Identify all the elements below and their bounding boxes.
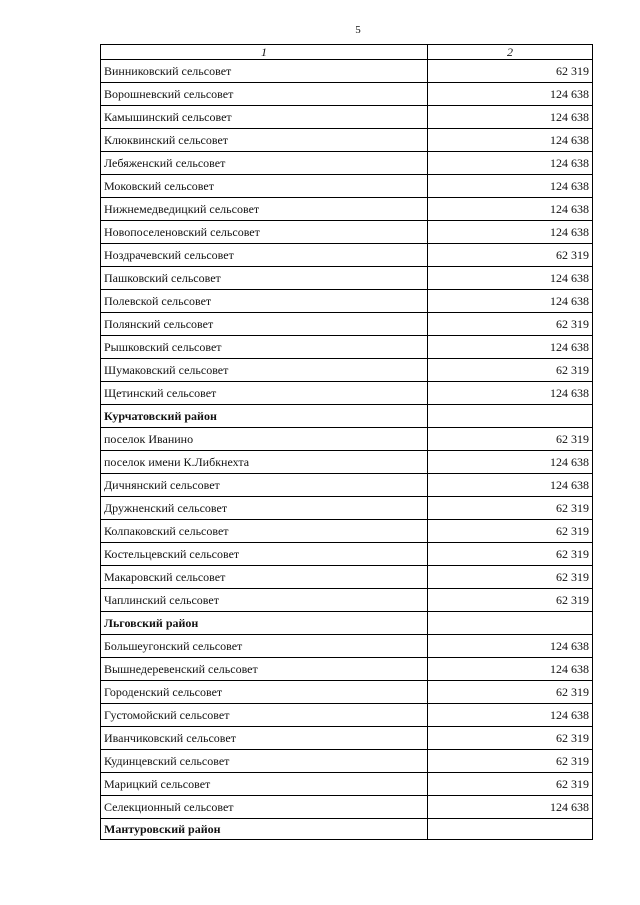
amount-cell: 124 638 — [428, 83, 593, 106]
table-row — [101, 635, 593, 658]
table-row — [101, 474, 593, 497]
table-row — [101, 198, 593, 221]
amount-cell: 62 319 — [428, 313, 593, 336]
table-row — [101, 267, 593, 290]
municipality-name: Макаровский сельсовет — [101, 566, 428, 589]
amount-cell: 124 638 — [428, 290, 593, 313]
municipality-name: Моковский сельсовет — [101, 175, 428, 198]
table-row — [101, 589, 593, 612]
amount-cell: 124 638 — [428, 336, 593, 359]
municipality-name: Винниковский сельсовет — [101, 60, 428, 83]
table-row — [101, 658, 593, 681]
municipality-name: Полевской сельсовет — [101, 290, 428, 313]
page-number: 5 — [355, 24, 361, 36]
municipality-name: Колпаковский сельсовет — [101, 520, 428, 543]
district-row — [101, 405, 593, 428]
table-row — [101, 60, 593, 83]
municipality-name: Большеугонский сельсовет — [101, 635, 428, 658]
table-row — [101, 313, 593, 336]
municipality-name: Городенский сельсовет — [101, 681, 428, 704]
table-row — [101, 359, 593, 382]
amount-cell: 62 319 — [428, 244, 593, 267]
municipality-name: Пашковский сельсовет — [101, 267, 428, 290]
table-row — [101, 681, 593, 704]
table-row — [101, 750, 593, 773]
table-row — [101, 129, 593, 152]
amount-cell: 62 319 — [428, 681, 593, 704]
municipality-name: Чаплинский сельсовет — [101, 589, 428, 612]
table-row — [101, 152, 593, 175]
municipality-name: поселок имени К.Либкнехта — [101, 451, 428, 474]
amount-cell: 62 319 — [428, 60, 593, 83]
amount-cell: 62 319 — [428, 520, 593, 543]
table-row — [101, 796, 593, 819]
table-row — [101, 106, 593, 129]
table-row — [101, 520, 593, 543]
table-row — [101, 566, 593, 589]
table-row — [101, 336, 593, 359]
table-body — [101, 60, 593, 840]
table-row — [101, 727, 593, 750]
table-row — [101, 704, 593, 727]
amount-cell: 124 638 — [428, 129, 593, 152]
municipality-name: Полянский сельсовет — [101, 313, 428, 336]
district-row — [101, 612, 593, 635]
amount-cell: 124 638 — [428, 635, 593, 658]
municipality-name: Новопоселеновский сельсовет — [101, 221, 428, 244]
amount-cell: 124 638 — [428, 451, 593, 474]
amount-cell: 124 638 — [428, 267, 593, 290]
district-name: Мантуровский район — [101, 819, 428, 840]
amount-cell: 124 638 — [428, 198, 593, 221]
municipality-name: Нижнемедведицкий сельсовет — [101, 198, 428, 221]
amount-cell: 124 638 — [428, 796, 593, 819]
amount-cell: 62 319 — [428, 497, 593, 520]
table-row — [101, 497, 593, 520]
table-row — [101, 221, 593, 244]
municipality-name: Марицкий сельсовет — [101, 773, 428, 796]
municipality-name: Костельцевский сельсовет — [101, 543, 428, 566]
municipality-name: Дичнянский сельсовет — [101, 474, 428, 497]
amount-cell: 62 319 — [428, 543, 593, 566]
municipality-name: поселок Иванино — [101, 428, 428, 451]
table-row — [101, 244, 593, 267]
municipality-name: Кудинцевский сельсовет — [101, 750, 428, 773]
municipality-name: Лебяженский сельсовет — [101, 152, 428, 175]
column-header-2: 2 — [428, 45, 593, 60]
amount-cell — [428, 612, 593, 635]
district-name: Курчатовский район — [101, 405, 428, 428]
table-row — [101, 451, 593, 474]
municipality-name: Камышинский сельсовет — [101, 106, 428, 129]
amount-cell: 124 638 — [428, 175, 593, 198]
table-row — [101, 543, 593, 566]
district-row — [101, 819, 593, 840]
table-row — [101, 83, 593, 106]
amount-cell: 124 638 — [428, 474, 593, 497]
municipality-name: Шумаковский сельсовет — [101, 359, 428, 382]
municipality-name: Клюквинский сельсовет — [101, 129, 428, 152]
municipality-name: Рышковский сельсовет — [101, 336, 428, 359]
municipality-name: Густомойский сельсовет — [101, 704, 428, 727]
municipality-name: Вышнедеревенский сельсовет — [101, 658, 428, 681]
amount-cell: 124 638 — [428, 152, 593, 175]
table-row — [101, 175, 593, 198]
table-row — [101, 428, 593, 451]
amount-cell: 62 319 — [428, 566, 593, 589]
amount-cell: 62 319 — [428, 727, 593, 750]
amount-cell — [428, 819, 593, 840]
municipality-name: Селекционный сельсовет — [101, 796, 428, 819]
amount-cell: 124 638 — [428, 658, 593, 681]
amount-cell: 62 319 — [428, 589, 593, 612]
amount-cell — [428, 405, 593, 428]
table-row — [101, 290, 593, 313]
allocation-table — [100, 44, 593, 840]
municipality-name: Иванчиковский сельсовет — [101, 727, 428, 750]
amount-cell: 124 638 — [428, 106, 593, 129]
amount-cell: 124 638 — [428, 221, 593, 244]
district-name: Льговский район — [101, 612, 428, 635]
column-header-1: 1 — [101, 45, 428, 60]
amount-cell: 62 319 — [428, 773, 593, 796]
municipality-name: Дружненский сельсовет — [101, 497, 428, 520]
table-row — [101, 382, 593, 405]
amount-cell: 62 319 — [428, 359, 593, 382]
municipality-name: Ворошневский сельсовет — [101, 83, 428, 106]
amount-cell: 62 319 — [428, 428, 593, 451]
municipality-name: Щетинский сельсовет — [101, 382, 428, 405]
amount-cell: 124 638 — [428, 704, 593, 727]
table-row — [101, 773, 593, 796]
amount-cell: 62 319 — [428, 750, 593, 773]
table-header-row — [101, 45, 593, 60]
amount-cell: 124 638 — [428, 382, 593, 405]
municipality-name: Ноздрачевский сельсовет — [101, 244, 428, 267]
